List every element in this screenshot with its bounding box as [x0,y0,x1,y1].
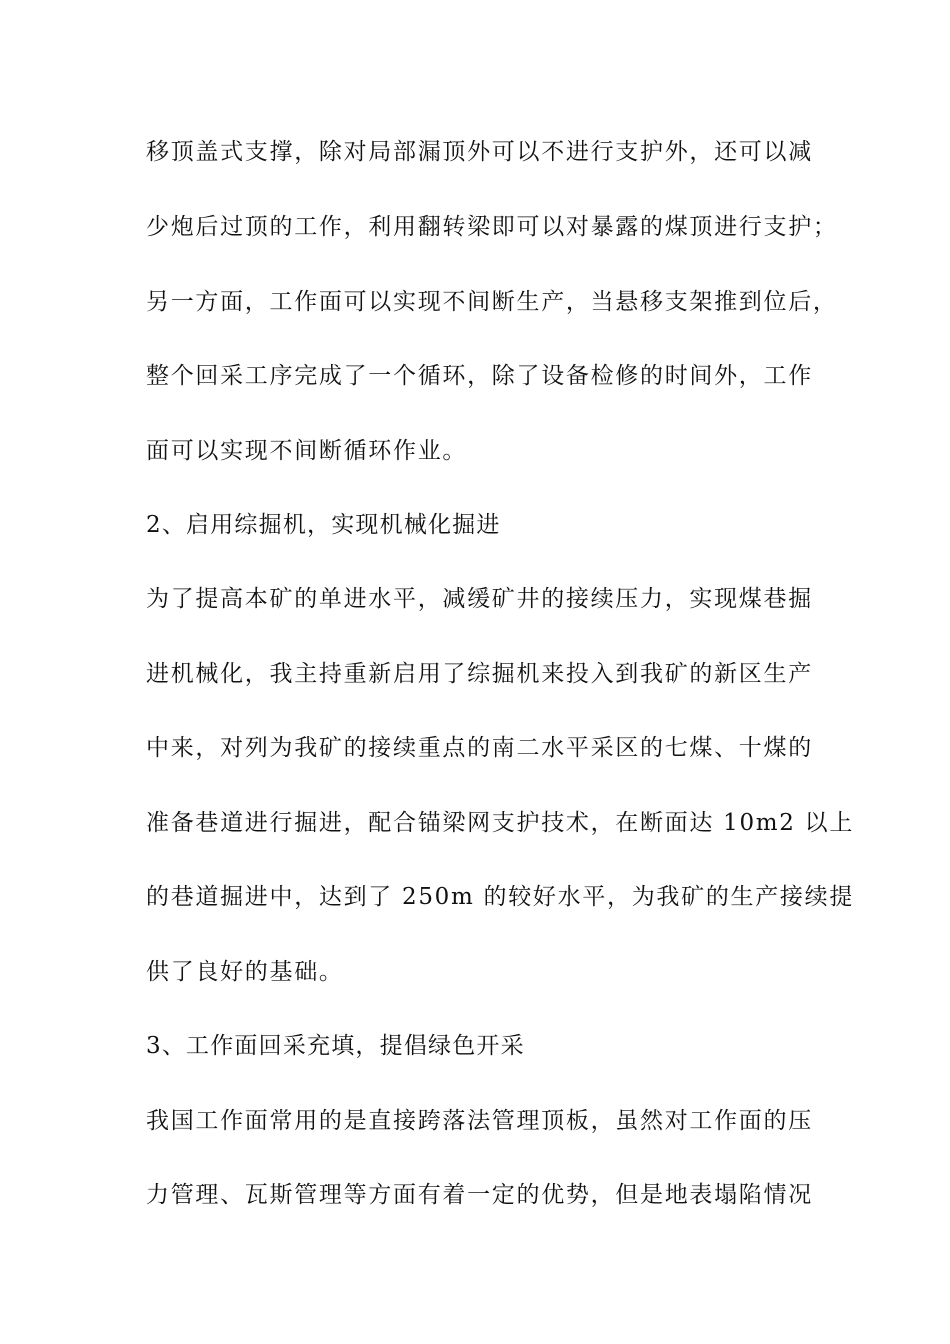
paragraph-line: 我国工作面常用的是直接跨落法管理顶板，虽然对工作面的压 [146,1108,813,1134]
paragraph-line: 进机械化，我主持重新启用了综掘机来投入到我矿的新区生产 [146,661,813,687]
paragraph-line: 面可以实现不间断循环作业。 [146,438,468,464]
paragraph-line: 中来，对列为我矿的接续重点的南二水平采区的七煤、十煤的 [146,735,813,761]
paragraph-line: 另一方面，工作面可以实现不间断生产，当悬移支架推到位后， [146,289,838,315]
section-heading: 3、工作面回采充填，提倡绿色开采 [146,1033,525,1059]
paragraph-line: 力管理、瓦斯管理等方面有着一定的优势，但是地表塌陷情况 [146,1182,813,1208]
paragraph-line: 移顶盖式支撑，除对局部漏顶外可以不进行支护外，还可以减 [146,139,813,165]
section-heading: 2、启用综掘机，实现机械化掘进 [146,512,501,538]
paragraph-line: 的巷道掘进中，达到了 250m 的较好水平，为我矿的生产接续提 [146,884,855,910]
paragraph-line: 整个回采工序完成了一个循环，除了设备检修的时间外，工作 [146,363,813,389]
paragraph-line: 准备巷道进行掘进，配合锚梁网支护技术，在断面达 10m2 以上 [146,810,855,836]
paragraph-line: 为了提高本矿的单进水平，减缓矿井的接续压力，实现煤巷掘 [146,586,813,612]
paragraph-line: 供了良好的基础。 [146,959,344,985]
paragraph-line: 少炮后过顶的工作，利用翻转梁即可以对暴露的煤顶进行支护； [146,214,838,240]
